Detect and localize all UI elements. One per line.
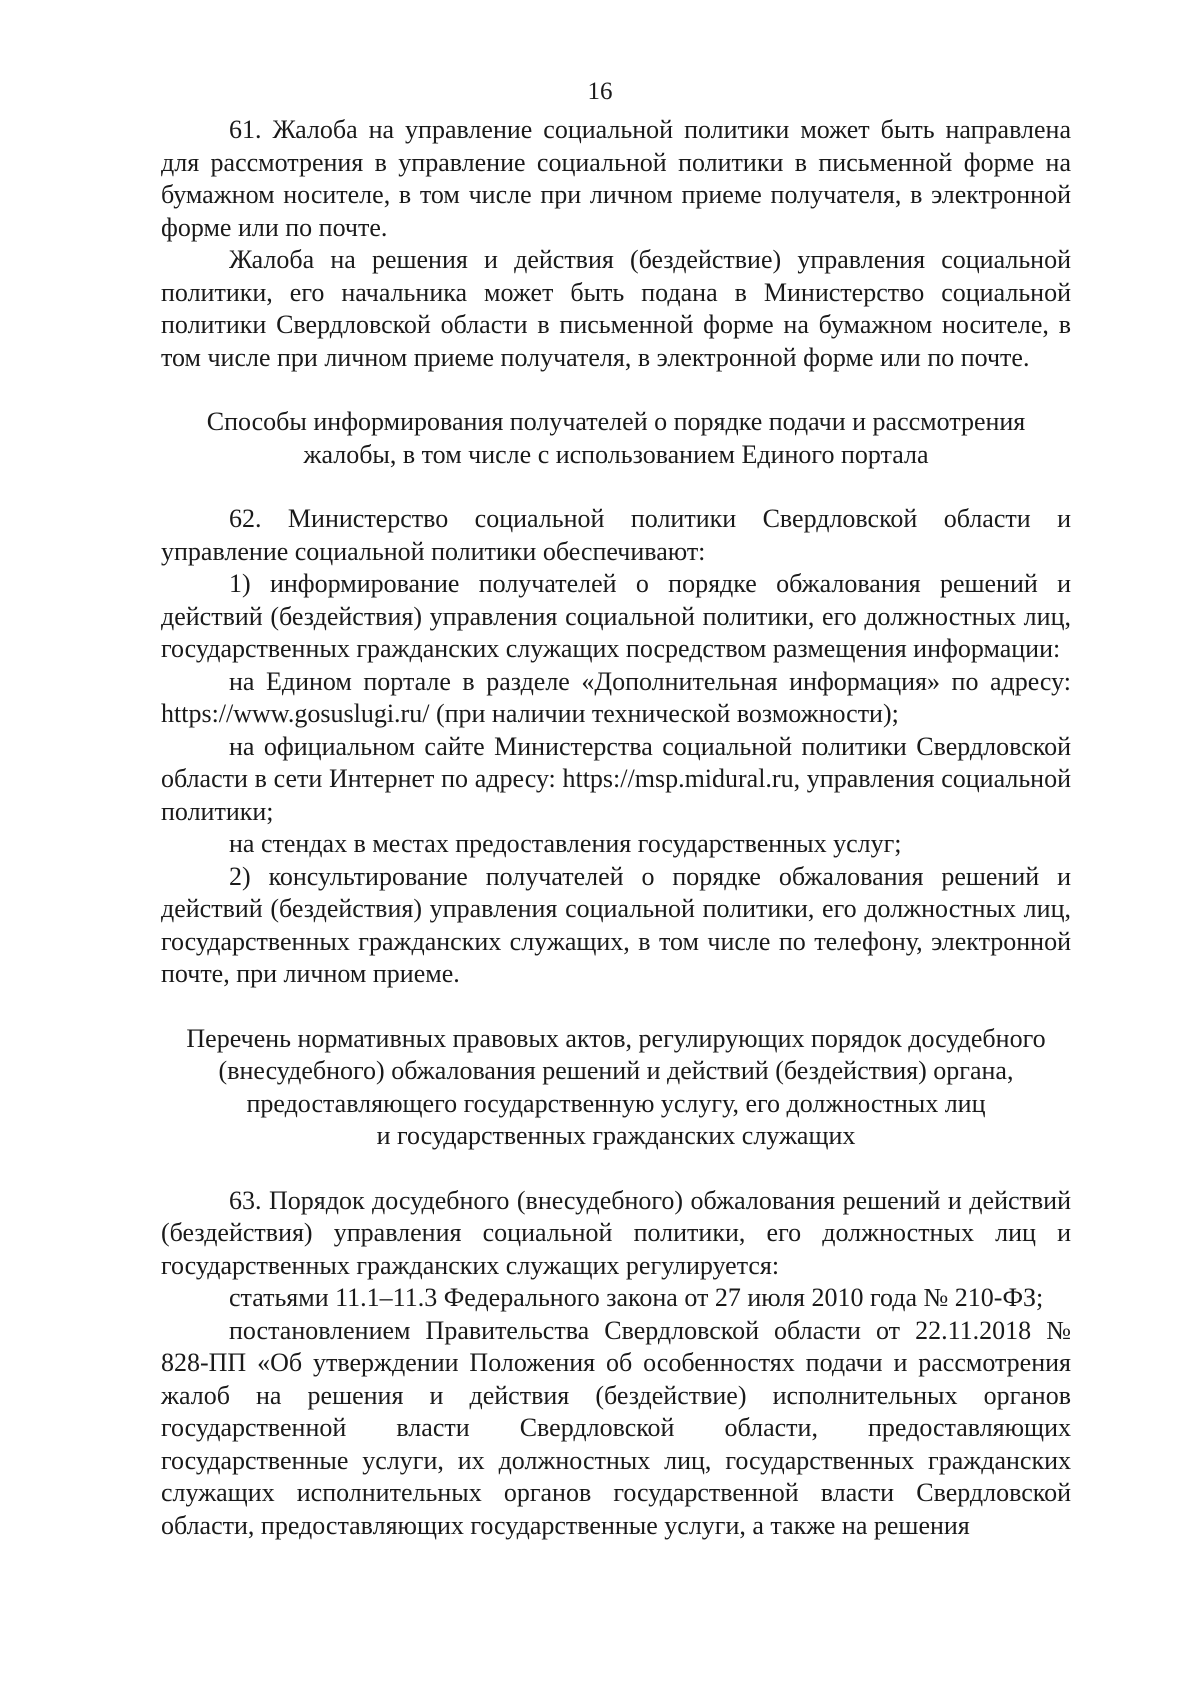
paragraph-62: 62. Министерство социальной политики Свердловской области и управление социальной политики обеспечивают: [161, 504, 1071, 566]
paragraph-63-federal-law: статьями 11.1–11.3 Федерального закона от 27 июля 2010 года № 210-ФЗ; [229, 1283, 1044, 1312]
paragraph-62-official-site: на официальном сайте Министерства социальной политики Свердловской области в сети Интернет по адресу: https://msp.midural.ru, управления социальной политики; [161, 731, 1071, 826]
heading-line: Способы информирования получателей о порядке подачи и рассмотрения [206, 407, 1026, 436]
heading-line: и государственных гражданских служащих [376, 1121, 856, 1150]
section-heading-regulations [161, 1023, 1071, 1153]
paragraph-63-resolution: постановлением Правительства Свердловской области от 22.11.2018 № 828-ПП «Об утверждении Положения об особенностях подачи и рассмотрения жалоб на решения и действия (бездействие) исполнительных органов государственной власти Свердловской области, предоставляющих государственные услуги, их должностных лиц, государственных гражданских служащих исполнительных органов государственной власти Свердловской области, предоставляющих государственные услуги, а также на решения [161, 1315, 1071, 1540]
paragraph-complaint-ministry: Жалоба на решения и действия (бездействие) управления социальной политики, его начальника может быть подана в Министерство социальной политики Свердловской области в письменной форме на бумажном носителе, в том числе при личном приеме получателя, в электронной форме или по почте. [161, 245, 1071, 372]
section-heading-informing [161, 406, 1071, 471]
heading-line: Перечень нормативных правовых актов, регулирующих порядок досудебного [186, 1023, 1046, 1053]
heading-line: предоставляющего государственную услугу, его должностных лиц [246, 1088, 986, 1118]
paragraph-63: 63. Порядок досудебного (внесудебного) обжалования решений и действий (бездействия) управления социальной политики, его должностных лиц и государственных гражданских служащих регулируется: [161, 1185, 1071, 1280]
document-body [161, 114, 1071, 1542]
paragraph-62-portal: на Едином портале в разделе «Дополнительная информация» по адресу: https://www.gosuslugi.ru/ (при наличии технической возможности); [161, 666, 1071, 728]
paragraph-62-item-1: 1) информирование получателей о порядке обжалования решений и действий (бездействия) управления социальной политики, его должностных лиц, государственных гражданских служащих посредством размещения информации: [161, 569, 1071, 663]
page-number: 16 [587, 78, 613, 105]
paragraph-62-stands: на стендах в местах предоставления государственных услуг; [229, 829, 902, 858]
heading-line: (внесудебного) обжалования решений и действий (бездействия) органа, [218, 1056, 1014, 1085]
paragraph-62-item-2: 2) консультирование получателей о порядке обжалования решений и действий (бездействия) управления социальной политики, его должностных лиц, государственных гражданских служащих, в том числе по телефону, электронной почте, при личном приеме. [161, 861, 1071, 988]
heading-line: жалобы, в том числе с использованием Единого портала [303, 439, 929, 469]
paragraph-61: 61. Жалоба на управление социальной политики может быть направлена для рассмотрения в управление социальной политики в письменной форме на бумажном носителе, в том числе при личном приеме получателя, в электронной форме или по почте. [161, 115, 1071, 242]
